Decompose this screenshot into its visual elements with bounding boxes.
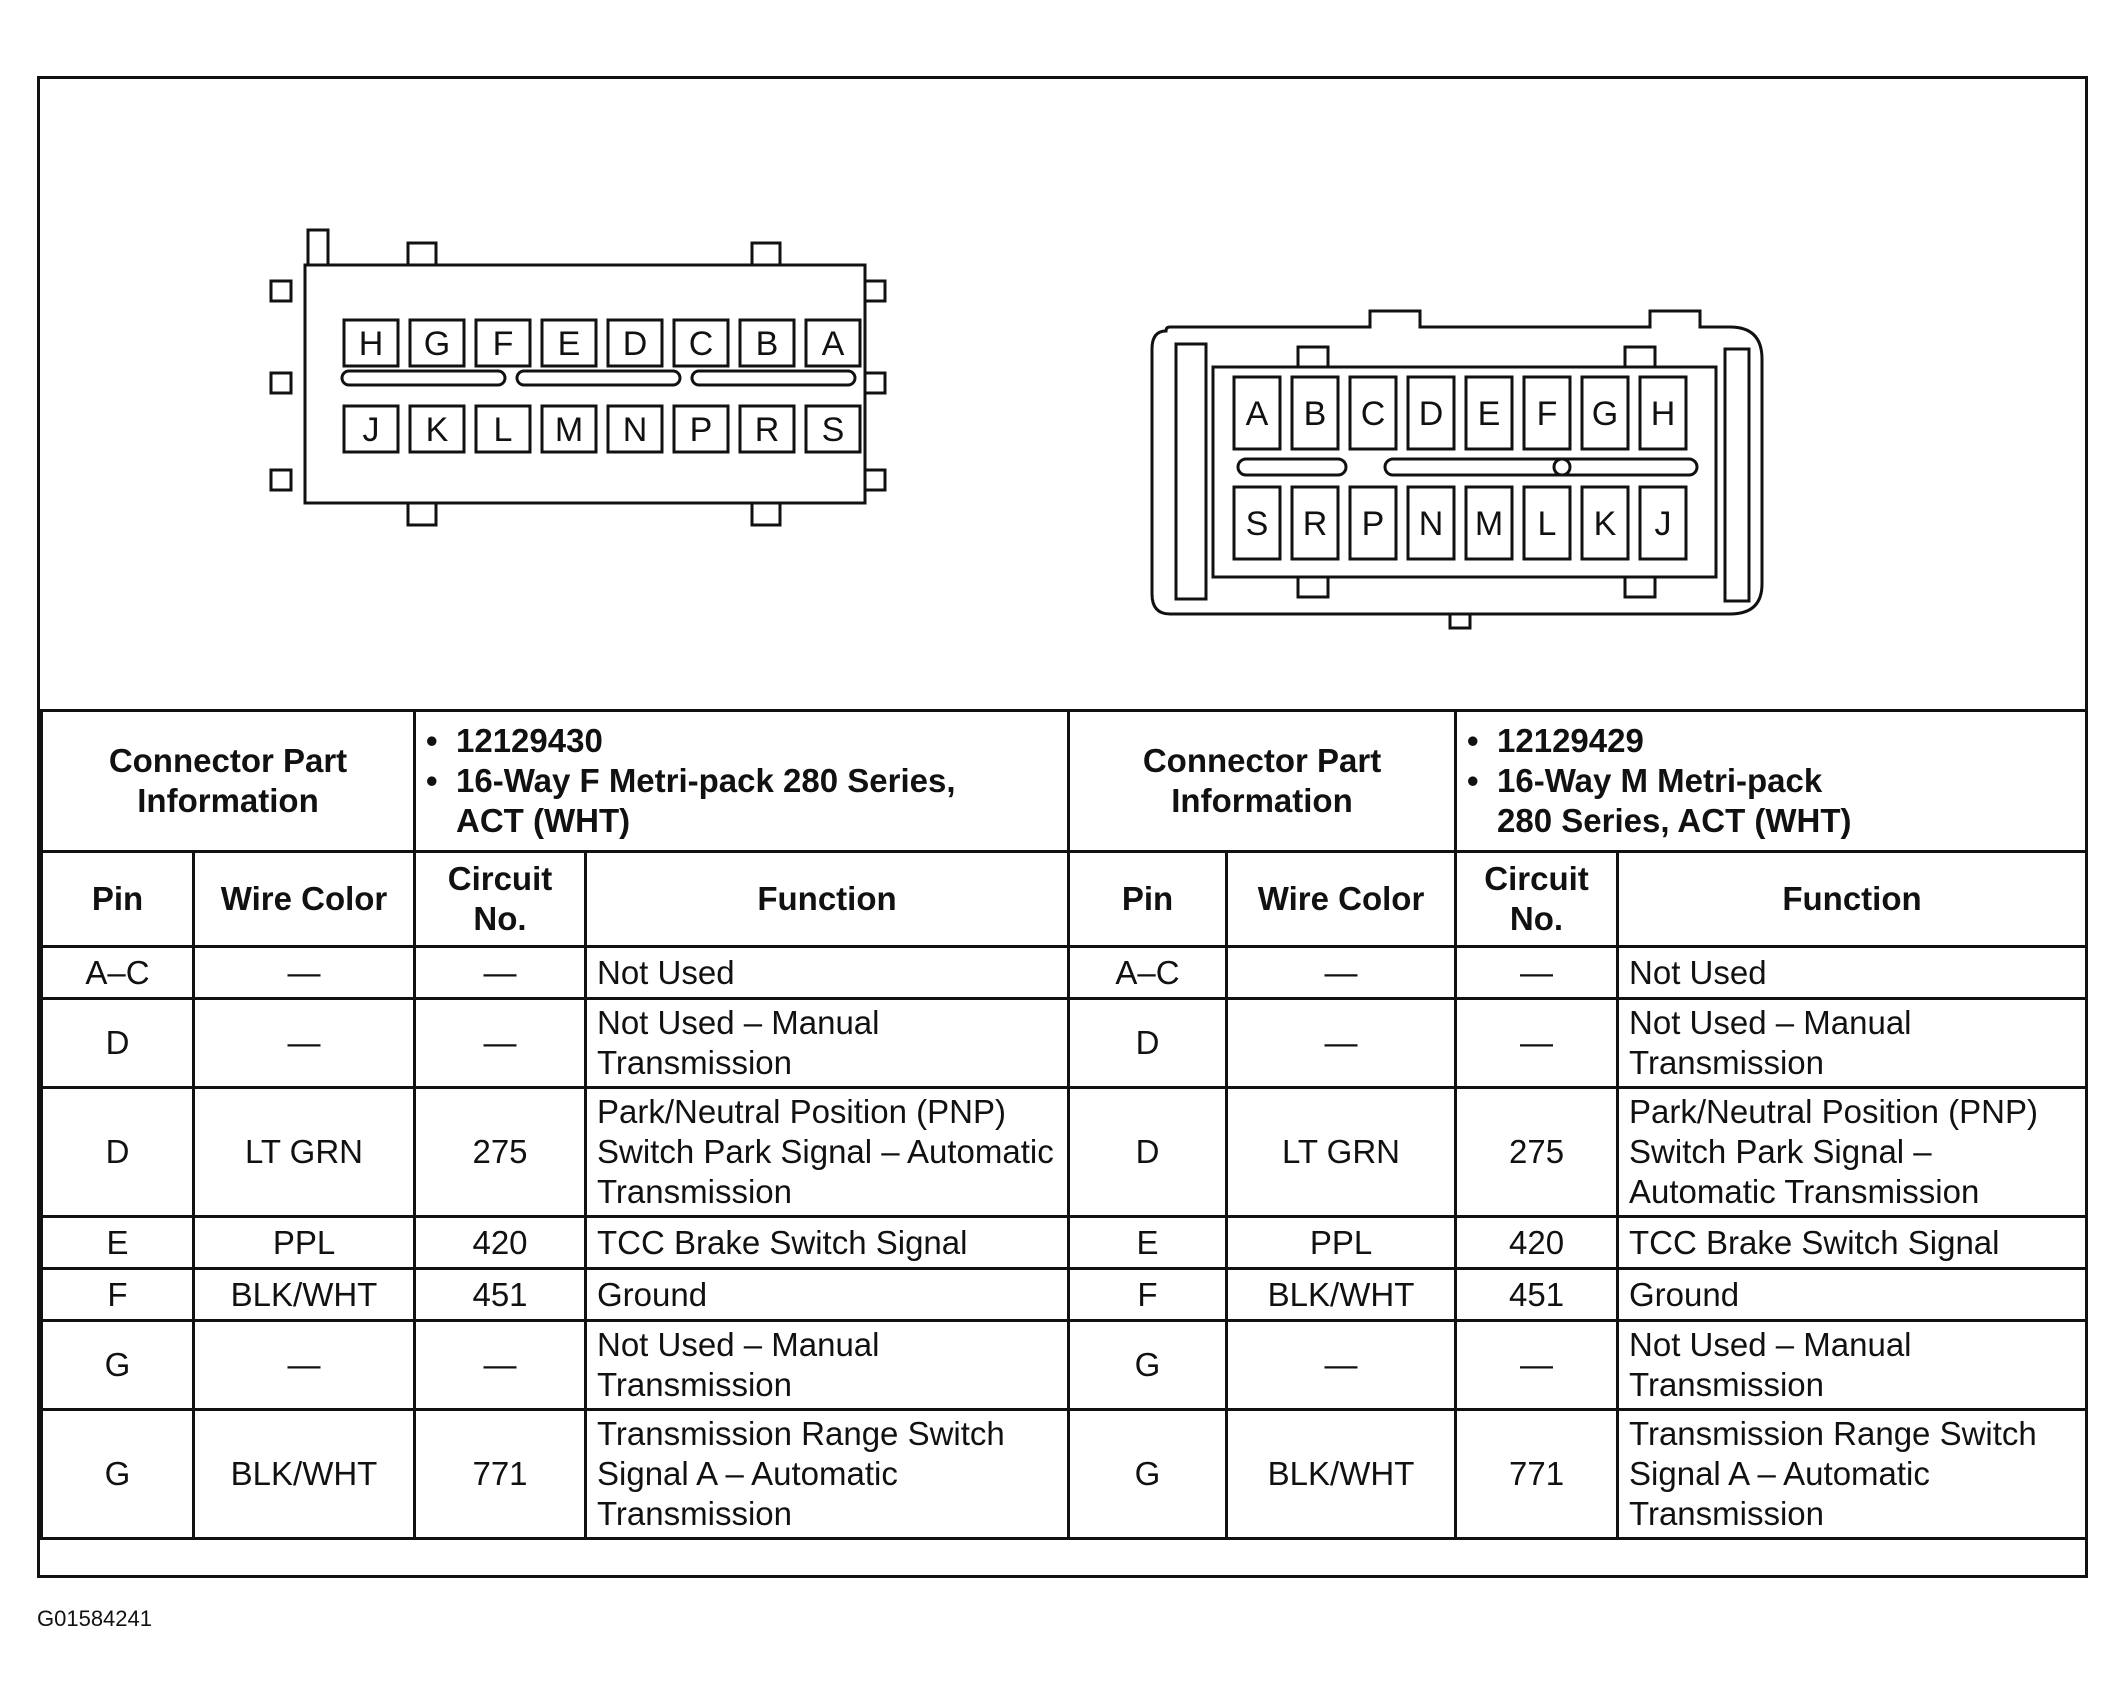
wire-color-cell-left: —	[194, 947, 415, 999]
col-header-wire-color-right: Wire Color	[1227, 852, 1456, 947]
connector-2-pin-label: A	[1245, 395, 1269, 433]
function-cell-left: Park/Neutral Position (PNP) Switch Park Signal – Automatic Transmission	[586, 1088, 1069, 1217]
connector-1-latch-tab	[752, 243, 780, 265]
connector-1-pin-label: B	[755, 325, 779, 363]
table-row	[42, 999, 2087, 1088]
col-header-function-left: Function	[586, 852, 1069, 947]
part-description-left-line2: ACT (WHT)	[456, 802, 631, 839]
table-row	[42, 1088, 2087, 1217]
connector-1-divider	[342, 371, 505, 385]
connector-part-info-label-right: Connector Part Information	[1069, 711, 1456, 852]
circuit-no-cell-left: 451	[415, 1269, 586, 1321]
pin-cell-right: E	[1069, 1217, 1227, 1269]
connector-2-pin-label: H	[1650, 395, 1676, 433]
pin-cell-right: D	[1069, 999, 1227, 1088]
connector-2-pin-label: M	[1474, 505, 1504, 543]
connector-1-pin-label: F	[492, 325, 514, 363]
wire-color-cell-left: LT GRN	[194, 1088, 415, 1217]
wire-color-cell-right: BLK/WHT	[1227, 1269, 1456, 1321]
circuit-no-cell-right: —	[1456, 947, 1618, 999]
connector-diagram	[40, 79, 2085, 712]
circuit-no-cell-right: 275	[1456, 1088, 1618, 1217]
connector-2-pin-label: J	[1654, 505, 1672, 543]
connector-2-latch-tab	[1298, 577, 1328, 597]
wire-color-cell-right: —	[1227, 1321, 1456, 1410]
part-description-right-line2: 280 Series, ACT (WHT)	[1497, 802, 1852, 839]
connector-1-pin-label: R	[754, 411, 780, 449]
function-cell-right: Not Used – Manual Transmission	[1618, 1321, 2087, 1410]
connector-2-divider	[1554, 459, 1697, 475]
pin-cell-right: D	[1069, 1088, 1227, 1217]
circuit-no-cell-left: 771	[415, 1410, 586, 1539]
wire-color-cell-left: BLK/WHT	[194, 1269, 415, 1321]
circuit-no-cell-right: 420	[1456, 1217, 1618, 1269]
wire-color-cell-right: PPL	[1227, 1217, 1456, 1269]
col-header-function-right: Function	[1618, 852, 2087, 947]
function-cell-left: Not Used – Manual Transmission	[586, 999, 1069, 1088]
connector-2-pin-label: F	[1536, 395, 1558, 433]
connector-1-latch-tab	[752, 503, 780, 525]
function-cell-left: Transmission Range Switch Signal A – Automatic Transmission	[586, 1410, 1069, 1539]
circuit-no-cell-right: —	[1456, 999, 1618, 1088]
table-row	[42, 1410, 2087, 1539]
connector-2-pin-label: N	[1418, 505, 1444, 543]
circuit-no-cell-left: —	[415, 1321, 586, 1410]
connector-1-pin-label: L	[493, 411, 513, 449]
connector-diagram-area	[40, 79, 2085, 712]
wire-color-cell-right: —	[1227, 947, 1456, 999]
connector-2-pin-label: C	[1360, 395, 1386, 433]
connector-1-pin-label: D	[622, 325, 648, 363]
figure-id: G01584241	[37, 1606, 152, 1631]
wire-color-cell-right: BLK/WHT	[1227, 1410, 1456, 1539]
function-cell-right: Park/Neutral Position (PNP) Switch Park Signal – Automatic Transmission	[1618, 1088, 2087, 1217]
pin-cell-left: G	[42, 1410, 194, 1539]
connector-2-divider	[1385, 459, 1570, 475]
pin-cell-left: E	[42, 1217, 194, 1269]
function-cell-left: Ground	[586, 1269, 1069, 1321]
connector-2-pin-label: D	[1418, 395, 1444, 433]
pin-cell-left: D	[42, 999, 194, 1088]
connector-part-info-right	[1456, 711, 2087, 852]
part-description-left-line1: 16-Way F Metri-pack 280 Series,	[456, 762, 956, 799]
pin-cell-left: D	[42, 1088, 194, 1217]
connector-part-info-row	[42, 711, 2087, 852]
col-header-pin-left: Pin	[42, 852, 194, 947]
connector-2-pin-label: K	[1593, 505, 1617, 543]
connector-1-key	[308, 230, 328, 265]
connector-1-side-tab	[865, 281, 885, 301]
circuit-no-cell-right: 451	[1456, 1269, 1618, 1321]
function-cell-right: TCC Brake Switch Signal	[1618, 1217, 2087, 1269]
connector-2-divider	[1238, 459, 1346, 475]
connector-1-pin-label: M	[554, 411, 584, 449]
part-number-left: 12129430	[456, 722, 603, 759]
col-header-wire-color-left: Wire Color	[194, 852, 415, 947]
connector-1-pin-label: H	[358, 325, 384, 363]
connector-1-side-tab	[271, 470, 291, 490]
connector-1-pin-label: E	[557, 325, 581, 363]
connector-1-side-tab	[271, 281, 291, 301]
function-cell-right: Not Used	[1618, 947, 2087, 999]
col-header-circuit-left: Circuit No.	[415, 852, 586, 947]
connector-2-latch-tab	[1625, 577, 1655, 597]
wire-color-cell-left: —	[194, 1321, 415, 1410]
table-row	[42, 1269, 2087, 1321]
wire-color-cell-right: LT GRN	[1227, 1088, 1456, 1217]
connector-2-pin-label: P	[1361, 505, 1385, 543]
connector-1-pin-label: J	[362, 411, 380, 449]
connector-1-pin-label: C	[688, 325, 714, 363]
connector-1-pin-label: G	[423, 325, 451, 363]
pin-cell-left: G	[42, 1321, 194, 1410]
pin-cell-right: F	[1069, 1269, 1227, 1321]
function-cell-right: Transmission Range Switch Signal A – Automatic Transmission	[1618, 1410, 2087, 1539]
pin-cell-right: G	[1069, 1410, 1227, 1539]
function-cell-left: TCC Brake Switch Signal	[586, 1217, 1069, 1269]
connector-2-pin-label: B	[1303, 395, 1327, 433]
connector-2-bottom-key	[1450, 614, 1470, 628]
circuit-no-cell-left: —	[415, 999, 586, 1088]
connector-2-pin-label: S	[1245, 505, 1269, 543]
function-cell-left: Not Used – Manual Transmission	[586, 1321, 1069, 1410]
circuit-no-cell-right: 771	[1456, 1410, 1618, 1539]
connector-1-pin-label: N	[622, 411, 648, 449]
connector-2-pin-label: R	[1302, 505, 1328, 543]
connector-1-latch-tab	[408, 503, 436, 525]
column-header-row	[42, 852, 2087, 947]
connector-part-info-left	[415, 711, 1069, 852]
bullet: •	[426, 762, 438, 799]
wire-color-cell-left: BLK/WHT	[194, 1410, 415, 1539]
connector-figure-frame	[37, 76, 2088, 1578]
bullet: •	[426, 722, 438, 759]
col-header-pin-right: Pin	[1069, 852, 1227, 947]
pin-rows	[42, 947, 2087, 1539]
pin-cell-left: F	[42, 1269, 194, 1321]
connector-1-pin-label: A	[821, 325, 845, 363]
connector-1-pin-label: K	[425, 411, 449, 449]
connector-1-pin-label: S	[821, 411, 845, 449]
connector-1-pin-label: P	[689, 411, 713, 449]
connector-2-shroud	[1152, 311, 1762, 614]
bullet: •	[1467, 722, 1479, 759]
pinout-table	[40, 709, 2088, 1540]
circuit-no-cell-left: 275	[415, 1088, 586, 1217]
function-cell-right: Not Used – Manual Transmission	[1618, 999, 2087, 1088]
connector-1-divider	[692, 371, 855, 385]
table-row	[42, 1217, 2087, 1269]
connector-2-pin-label: G	[1591, 395, 1619, 433]
function-cell-right: Ground	[1618, 1269, 2087, 1321]
table-row	[42, 947, 2087, 999]
connector-2-latch-tab	[1625, 347, 1655, 367]
connector-2-pin-label: L	[1537, 505, 1557, 543]
connector-2-left-rail	[1176, 344, 1206, 599]
pin-cell-right: A–C	[1069, 947, 1227, 999]
connector-1-side-tab	[865, 373, 885, 393]
connector-2-latch-tab	[1298, 347, 1328, 367]
part-number-right: 12129429	[1497, 722, 1644, 759]
col-header-circuit-right: Circuit No.	[1456, 852, 1618, 947]
wire-color-cell-right: —	[1227, 999, 1456, 1088]
table-row	[42, 1321, 2087, 1410]
pin-cell-left: A–C	[42, 947, 194, 999]
function-cell-left: Not Used	[586, 947, 1069, 999]
connector-2-pin-label: E	[1477, 395, 1501, 433]
wire-color-cell-left: PPL	[194, 1217, 415, 1269]
connector-part-info-label-left: Connector Part Information	[42, 711, 415, 852]
circuit-no-cell-left: —	[415, 947, 586, 999]
connector-2-right-rail	[1725, 349, 1749, 601]
connector-1-divider	[517, 371, 680, 385]
circuit-no-cell-left: 420	[415, 1217, 586, 1269]
connector-1-side-tab	[865, 470, 885, 490]
wire-color-cell-left: —	[194, 999, 415, 1088]
circuit-no-cell-right: —	[1456, 1321, 1618, 1410]
bullet: •	[1467, 762, 1479, 799]
part-description-right-line1: 16-Way M Metri-pack	[1497, 762, 1823, 799]
connector-1-latch-tab	[408, 243, 436, 265]
pin-cell-right: G	[1069, 1321, 1227, 1410]
connector-1-side-tab	[271, 373, 291, 393]
